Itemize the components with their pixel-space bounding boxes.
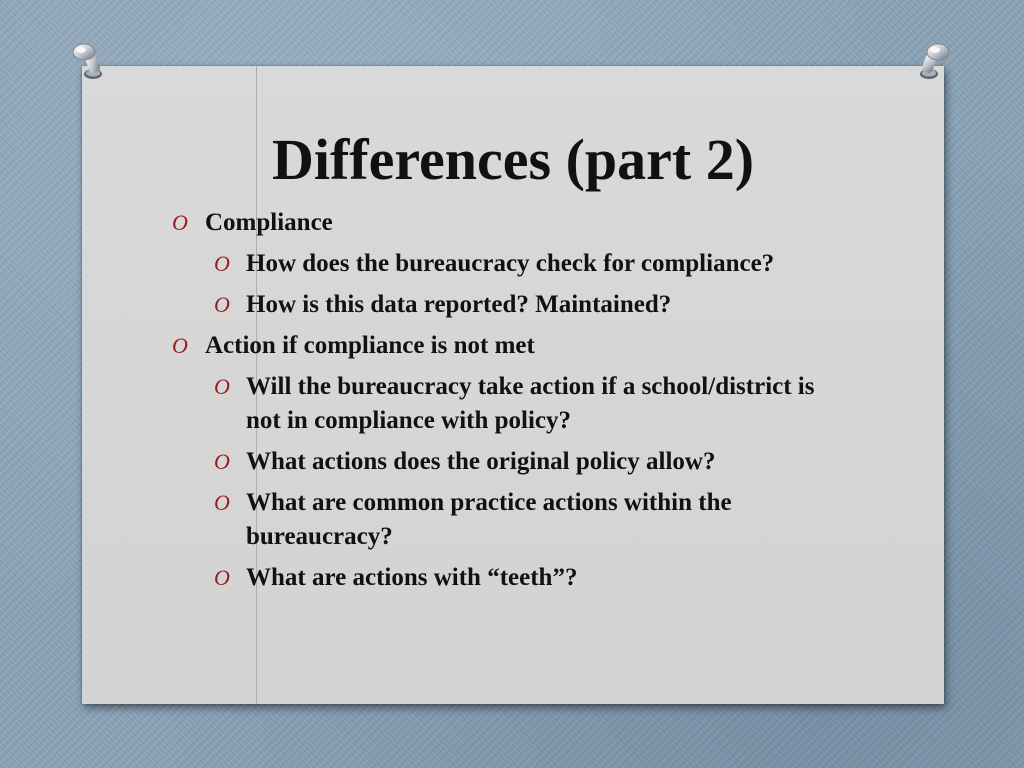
bullet-item [172,329,852,363]
bullet-text: What actions does the original policy allow? [246,448,716,475]
bullet-marker: O [172,210,188,235]
bullet-text: How is this data reported? Maintained? [246,291,672,318]
pushpin-icon [70,40,106,82]
bullet-text: Compliance [205,209,333,236]
bullet-marker: O [214,251,230,276]
bullet-text: Action if compliance is not met [205,332,535,359]
sub-bullet-item [172,288,852,322]
sub-bullet-item [172,561,852,595]
bullet-text: What are common practice actions within the bureaucracy? [246,489,732,550]
sub-bullet-item [172,445,852,479]
sub-bullet-item [172,370,852,438]
sub-bullet-item [172,486,852,554]
bullet-text: How does the bureaucracy check for compliance? [246,250,775,277]
pushpin-icon [916,40,952,82]
bullet-marker: O [214,490,230,515]
bullet-marker: O [214,565,230,590]
bullet-marker: O [214,449,230,474]
bullet-text: What are actions with “teeth”? [246,564,578,591]
bullet-marker: O [172,333,188,358]
bullet-item [172,206,852,240]
sub-bullet-item [172,247,852,281]
bullet-marker: O [214,292,230,317]
bullet-list [172,206,852,602]
slide-title: Differences (part 2) [271,127,755,192]
bullet-text: Will the bureaucracy take action if a school/district is not in compliance with policy? [246,373,815,434]
bullet-marker: O [214,374,230,399]
